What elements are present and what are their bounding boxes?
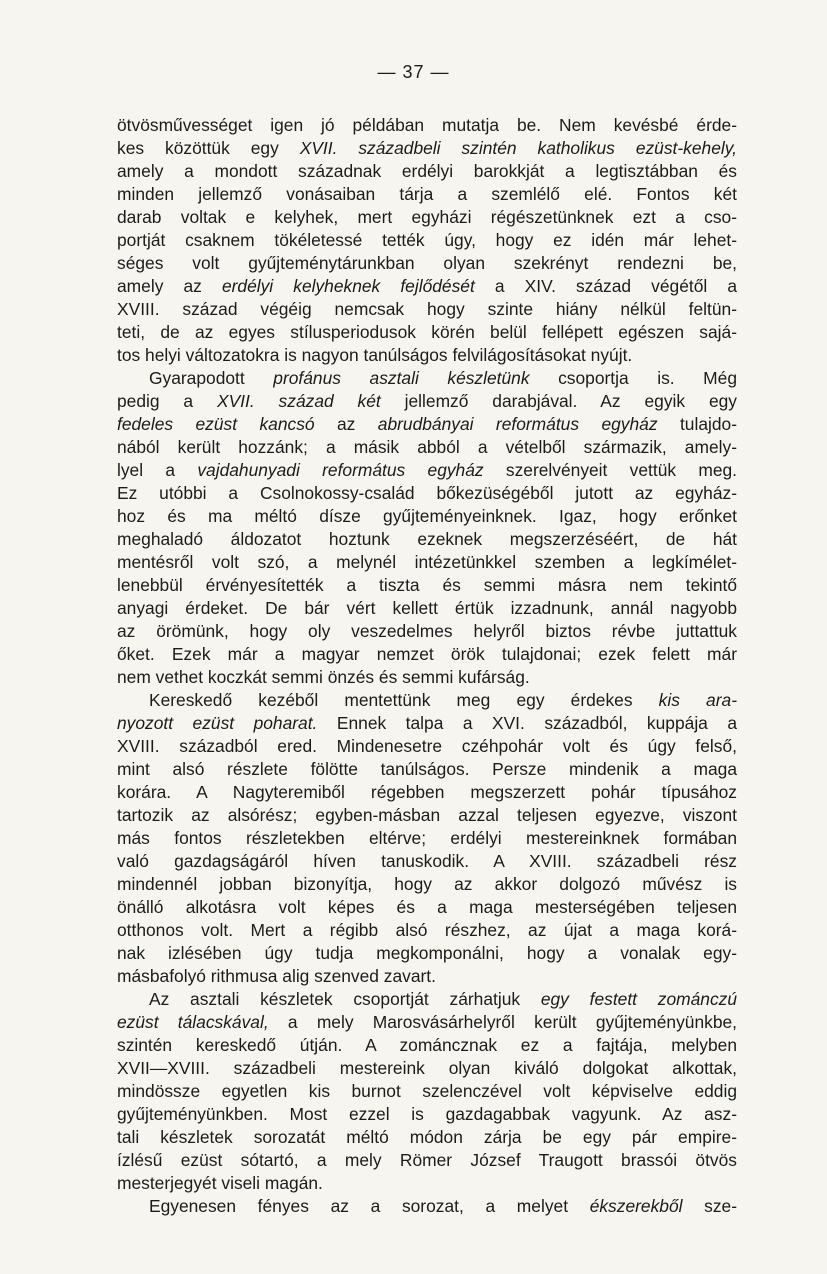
text-run: ízlésű ezüst sótartó, a mely Römer József Traugott brassói ötvös — [117, 1150, 737, 1170]
text-run: tulajdo- — [657, 414, 737, 434]
text-run: Gyarapodott — [149, 368, 274, 388]
text-line — [117, 620, 737, 643]
italic-phrase: ékszerekből — [589, 1196, 683, 1216]
text-line — [117, 758, 737, 781]
italic-phrase: vajdahunyadi református egyház — [197, 460, 484, 480]
text-run: portját csaknem tökéletessé tették úgy, hogy ez idén már lehet- — [117, 230, 737, 250]
text-line — [117, 1057, 737, 1080]
text-line — [117, 597, 737, 620]
text-line — [117, 965, 737, 988]
text-line — [117, 505, 737, 528]
text-line — [117, 988, 737, 1011]
text-line — [117, 666, 737, 689]
italic-phrase: XVII. század két — [216, 391, 381, 411]
italic-phrase: egy festett zománczú — [540, 989, 737, 1009]
text-run: XVIII. századból ered. Mindenesetre czéhpohár volt és úgy felső, — [117, 736, 737, 756]
text-run: szintén kereskedő útján. A zománcznak ez a fajtája, melyben — [117, 1035, 737, 1055]
text-line — [117, 459, 737, 482]
text-run: Ennek talpa a XVI. századból, kuppája a — [317, 713, 737, 733]
text-run: lyel a — [117, 460, 198, 480]
text-run: nak izlésében úgy tudja megkomponálni, hogy a vonalak egy- — [117, 943, 737, 963]
text-line — [117, 804, 737, 827]
italic-phrase: profánus asztali készletünk — [273, 368, 530, 388]
text-run: otthonos volt. Mert a régibb alsó részhez, az újat a maga korá- — [117, 920, 737, 940]
text-line — [117, 344, 737, 367]
text-run: XVII—XVIII. századbeli mestereink olyan kiváló dolgokat alkottak, — [117, 1058, 737, 1078]
italic-phrase: abrudbányai református egyház — [377, 414, 658, 434]
text-line — [117, 390, 737, 413]
text-line — [117, 896, 737, 919]
text-line — [117, 1011, 737, 1034]
text-line — [117, 367, 737, 390]
text-run: pedig a — [117, 391, 217, 411]
text-run: mint alsó részlete fölötte tanúlságos. Persze mindenik a maga — [117, 759, 737, 779]
text-run: másbafolyó rithmusa alig szenved zavart. — [117, 966, 436, 986]
text-run: kes közöttük egy — [117, 138, 300, 158]
text-run: mindössze egyetlen kis burnot szelenczével volt képviselve eddig — [117, 1081, 737, 1101]
text-run: ötvösművességet igen jó példában mutatja be. Nem kevésbé érde- — [117, 115, 737, 135]
text-line — [117, 321, 737, 344]
text-line — [117, 436, 737, 459]
text-run: minden jellemző vonásaiban tárja a szemlélő elé. Fontos két — [117, 184, 737, 204]
italic-phrase: XVII. századbeli szintén katholikus ezüst-kehely, — [299, 138, 737, 158]
text-line — [117, 252, 737, 275]
text-run: csoportja is. Még — [529, 368, 737, 388]
text-run: sze- — [682, 1196, 737, 1216]
body-text — [117, 114, 737, 1218]
italic-phrase: kis ara- — [658, 690, 737, 710]
text-line — [117, 689, 737, 712]
text-run: tali készletek sorozatát méltó módon zárja be egy pár empire- — [117, 1127, 737, 1147]
text-run: darab voltak e kelyhek, mert egyházi régészetünknek ezt a cso- — [117, 207, 737, 227]
text-line — [117, 1103, 737, 1126]
text-line — [117, 574, 737, 597]
text-run: amely az — [117, 276, 222, 296]
text-line — [117, 1080, 737, 1103]
text-run: mindennél jobban bizonyítja, hogy az akkor dolgozó művész is — [117, 874, 737, 894]
text-line — [117, 781, 737, 804]
text-run: tos helyi változatokra is nagyon tanúlságos felvilágosításokat nyújt. — [117, 345, 633, 365]
page-number: — 37 — — [377, 62, 450, 82]
text-line — [117, 735, 737, 758]
text-line — [117, 1149, 737, 1172]
text-run: anyagi érdeket. De bár vért kellett értük izzadnunk, annál nagyobb — [117, 598, 737, 618]
text-run: XVIII. század végéig nemcsak hogy szinte hiány nélkül feltün- — [117, 299, 737, 319]
text-line — [117, 229, 737, 252]
text-run: korára. A Nagyteremiből régebben megszerzett pohár típusához — [117, 782, 737, 802]
text-run: hoz és ma méltó dísze gyűjteményeinknek. Igaz, hogy erőnket — [117, 506, 737, 526]
text-line — [117, 827, 737, 850]
text-run: tartozik az alsórész; egyben-másban azzal teljesen egyezve, viszont — [117, 805, 737, 825]
text-run: önálló alkotásra volt képes és a maga mesterségében teljesen — [117, 897, 737, 917]
text-line — [117, 1172, 737, 1195]
text-line — [117, 413, 737, 436]
text-line — [117, 275, 737, 298]
text-line — [117, 1195, 737, 1218]
text-line — [117, 712, 737, 735]
text-run: nem vethet koczkát semmi önzés és semmi kufárság. — [117, 667, 530, 687]
text-run: az — [314, 414, 378, 434]
text-line — [117, 206, 737, 229]
italic-phrase: nyozott ezüst poharat. — [117, 713, 318, 733]
text-run: lenebbül érvényesítették a tiszta és semmi másra nem tekintő — [117, 575, 737, 595]
text-run: amely a mondott századnak erdélyi barokkját a legtisztábban és — [117, 161, 737, 181]
text-run: őket. Ezek már a magyar nemzet örök tulajdonai; ezek felett már — [117, 644, 737, 664]
text-run: gyűjteményünkben. Most ezzel is gazdagabbak vagyunk. Az asz- — [117, 1104, 737, 1124]
italic-phrase: ezüst tálacskával, — [117, 1012, 269, 1032]
text-line — [117, 183, 737, 206]
text-run: mentésről volt szó, a melynél intézetünkkel szemben a legkímélet- — [117, 552, 737, 572]
text-line — [117, 551, 737, 574]
text-run: mesterjegyét viseli magán. — [117, 1173, 323, 1193]
text-line — [117, 528, 737, 551]
text-run: a XIV. század végétől a — [474, 276, 737, 296]
text-run: Kereskedő kezéből mentettünk meg egy érdekes — [149, 690, 659, 710]
text-run: Ez utóbbi a Csolnokossy-család bőkezüségéből jutott az egyház- — [117, 483, 737, 503]
text-run: meghaladó áldozatot hoztunk ezeknek megszerzéséért, de hát — [117, 529, 737, 549]
text-line — [117, 298, 737, 321]
italic-phrase: fedeles ezüst kancsó — [117, 414, 315, 434]
text-line — [117, 1126, 737, 1149]
text-run: séges volt gyűjteménytárunkban olyan szekrényt rendezni be, — [117, 253, 737, 273]
text-line — [117, 1034, 737, 1057]
text-run: más fontos részletekben eltérve; erdélyi mestereinknek formában — [117, 828, 737, 848]
text-run: szerelvényeit vettük meg. — [483, 460, 737, 480]
text-run: Az asztali készletek csoportját zárhatjuk — [149, 989, 541, 1009]
text-line — [117, 114, 737, 137]
text-line — [117, 643, 737, 666]
text-line — [117, 160, 737, 183]
text-line — [117, 482, 737, 505]
text-line — [117, 942, 737, 965]
text-run: nából került hozzánk; a másik abból a vételből származik, amely- — [117, 437, 737, 457]
text-run: teti, de az egyes stílusperiodusok körén belül fellépett egészen sajá- — [117, 322, 737, 342]
text-run: Egyenesen fényes az a sorozat, a melyet — [149, 1196, 590, 1216]
text-run: jellemző darabjával. Az egyik egy — [380, 391, 737, 411]
text-line — [117, 919, 737, 942]
text-run: a mely Marosvásárhelyről került gyűjteményünkbe, — [268, 1012, 737, 1032]
text-line — [117, 137, 737, 160]
text-run: az örömünk, hogy oly veszedelmes helyről biztos révbe juttattuk — [117, 621, 737, 641]
text-line — [117, 850, 737, 873]
text-run: való gazdagságáról híven tanuskodik. A XVIII. századbeli rész — [117, 851, 737, 871]
italic-phrase: erdélyi kelyheknek fejlődését — [221, 276, 475, 296]
text-line — [117, 873, 737, 896]
